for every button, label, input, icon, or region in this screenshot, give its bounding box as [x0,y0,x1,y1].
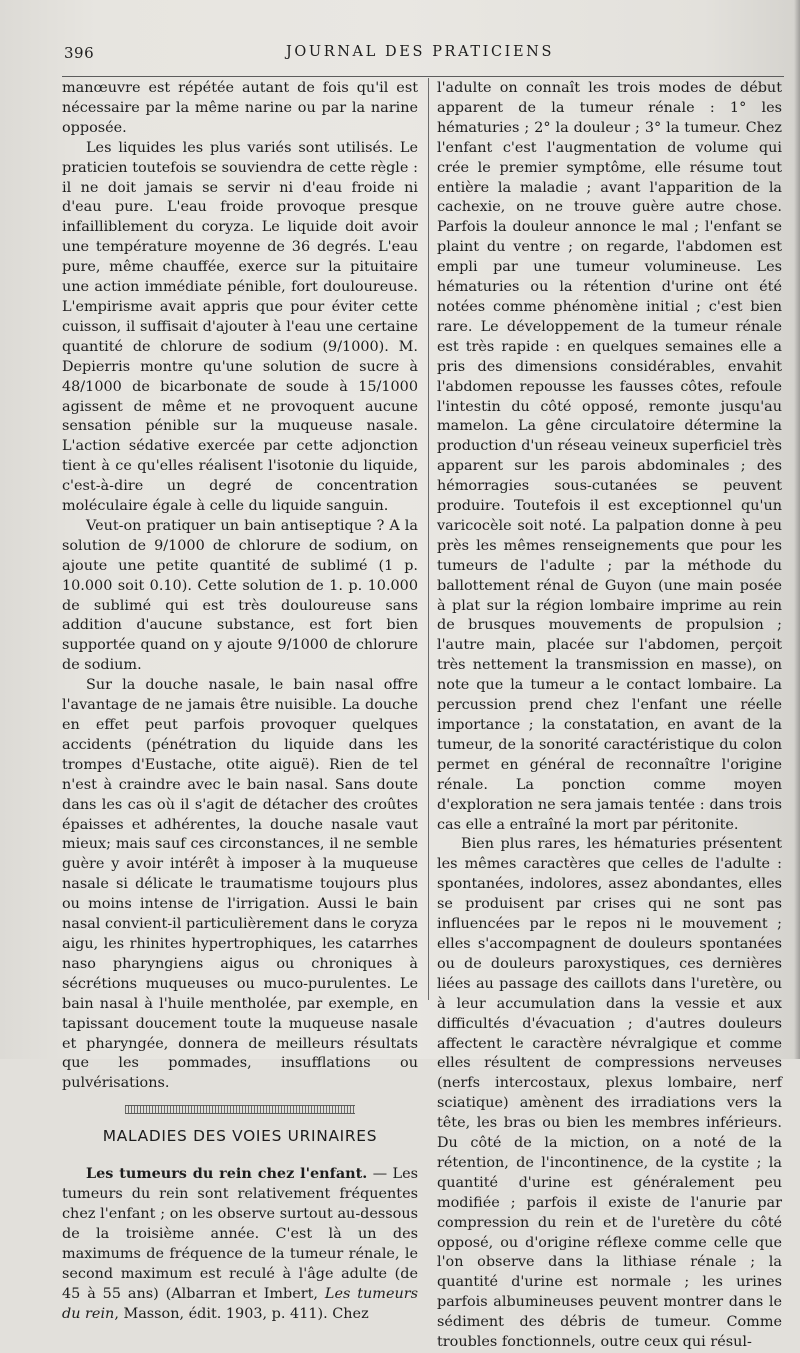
book-title: Les tumeurs du rein [62,1285,419,1322]
column-rule [428,78,429,1000]
section-divider [125,1105,355,1114]
page-number: 396 [64,44,95,62]
paragraph-text: — Les tumeurs du rein sont relativement fréquentes chez l'enfant ; on les observe surtout au-dessous de la troisième année. C'est là un des maximums de fréquence de la tumeur rénale, le second maximum est reculé à l'âge adulte (de 45 à 55 ans) (Albarran et Imbert, [62,1166,419,1302]
paragraph-text: , Masson, édit. 1903, p. 411). Chez [114,1305,369,1322]
right-column [437,79,782,1353]
paragraph: Bien plus rares, les hématuries présentent les mêmes caractères que celles de l'adulte : spontanées, indolores, assez abondantes, elles se produisent par crises qui ne sont pas influencées par le repos ni le mouvement ; elles s'accompagnent de douleurs spontanées ou de douleurs paroxystiques, ces dernières liées au passage des caillots dans l'uretère, ou à leur accumulation dans la vessie et aux difficultés d'évacuation ; d'autres douleurs affectent le caractère névralgique et comme elles résultent de compressions nerveuses (nerfs intercostaux, plexus lombaire, nerf sciatique) amènent des irradiations vers la tête, les bras ou bien les membres inférieurs. Du côté de la miction, on a noté de la rétention, de l'incontinence, de la cystite ; la quantité d'urine est généralement peu modifiée ; parfois il existe de l'anurie par compression du rein et de l'uretère du côté opposé, ou d'origine réflexe comme celle que l'on observe dans la lithiase rénale ; la quantité d'urine est normale ; les urines parfois albumineuses peuvent montrer dans le sédiment des débris de tumeur. Comme troubles fonctionnels, outre ceux qui résul- [437,836,782,1351]
section-heading: MALADIES DES VOIES URINAIRES [102,1127,378,1146]
header-rule [62,76,784,77]
left-column [62,79,418,1324]
paragraph: l'adulte on connaît les trois modes de début apparent de la tumeur rénale : 1° les hématuries ; 2° la douleur ; 3° la tumeur. Chez l'enfant c'est l'augmentation de volume qui crée le premier symptôme, elle résume tout entière la maladie ; avant l'apparition de la cachexie, on ne trouve guère autre chose. Parfois la douleur annonce le mal ; l'enfant se plaint du ventre ; on regarde, l'abdomen est empli par une tumeur volumineuse. Les hématuries ou la rétention d'urine ont été notées comme phénomène initial ; c'est bien rare. Le développement de la tumeur rénale est très rapide : en quelques semaines elle a pris des dimensions considérables, envahit l'abdomen repousse les fausses côtes, refoule l'intestin du côté opposé, remonte jusqu'au mamelon. La gêne circulatoire détermine la production d'un réseau veineux superficiel très apparent sur les parois abdominales ; des hémorragies sous-cutanées se peuvent produire. Toutefois il est exceptionnel qu'un varicocèle soit noté. La palpation donne à peu près les mêmes renseignements que pour les tumeurs de l'adulte ; par la méthode du ballottement rénal de Guyon (une main posée à plat sur la région lombaire imprime au rein de brusques mouvements de propulsion ; l'autre main, placée sur l'abdomen, perçoit très nettement la transmission en masse), on note que la tumeur a le contact lombaire. La percussion prend chez l'enfant une réelle importance ; la constatation, en avant de la tumeur, de la sonorité caractéristique du colon permet en général de reconnaître l'origine rénale. La ponction comme moyen d'exploration ne sera jamais tentée : dans trois cas elle a entraîné la mort par péritonite. [437,80,782,833]
page-edge-shadow [794,0,800,1059]
page-header [60,44,780,68]
paragraph: Veut-on pratiquer un bain antiseptique ? A la solution de 9/1000 de chlorure de sodium, on ajoute une petite quantité de sublimé (1 p. 10.000 soit 0.10). Cette solution de 1. p. 10.000 de sublimé qui est très douloureuse sans addition d'aucune substance, est fort bien supportée quand on y ajoute 9/1000 de chlorure de sodium. [62,517,418,674]
paragraph [62,1164,418,1324]
article-subheading: Les tumeurs du rein chez l'enfant. [86,1165,368,1183]
running-title: JOURNAL DES PRATICIENS [286,44,554,60]
paragraph: Les liquides les plus variés sont utilisés. Le praticien toutefois se souviendra de cette règle : il ne doit jamais se servir ni d'eau froide ni d'eau pure. L'eau froide provoque presque infailliblement du coryza. Le liquide doit avoir une température moyenne de 36 degrés. L'eau pure, même chauffée, exerce sur la pituitaire une action immédiate pénible, fort douloureuse. L'empirisme avait appris que pour éviter cette cuisson, il suffisait d'ajouter à l'eau une certaine quantité de chlorure de sodium (9/1000). M. Depierris montre qu'une solution de sucre à 48/1000 de bicarbonate de soude à 15/1000 agissent de même et ne provoquent aucune sensation pénible sur la muqueuse nasale. L'action sédative exercée par cette adjonction tient à ce qu'elles réalisent l'isotonie du liquide, c'est-à-dire un degré de concentration moléculaire égale à celle du liquide sanguin. [62,139,418,515]
paragraph: Sur la douche nasale, le bain nasal offre l'avantage de ne jamais être nuisible. La douche en effet peut parfois provoquer quelques accidents (pénétration du liquide dans les trompes d'Eustache, otite aiguë). Rien de tel n'est à craindre avec le bain nasal. Sans doute dans les cas où il s'agit de détacher des croûtes épaisses et adhérentes, la douche nasale vaut mieux; mais sauf ces circonstances, il ne semble guère y avoir intérêt à imposer à la muqueuse nasale si délicate le traumatisme toujours plus ou moins intense de l'irrigation. Aussi le bain nasal convient-il particulièrement dans le coryza aigu, les rhinites hypertrophiques, les catarrhes naso pharyngiens aigus ou chroniques à sécrétions muqueuses ou muco-purulentes. Le bain nasal à l'huile mentholée, par exemple, en tapissant doucement toute la muqueuse nasale et pharyngée, donnera de meilleurs résultats que les pommades, insufflations ou pulvérisations. [62,677,418,1092]
paragraph: manœuvre est répétée autant de fois qu'il est nécessaire par la même narine ou par la narine opposée. [62,80,418,136]
